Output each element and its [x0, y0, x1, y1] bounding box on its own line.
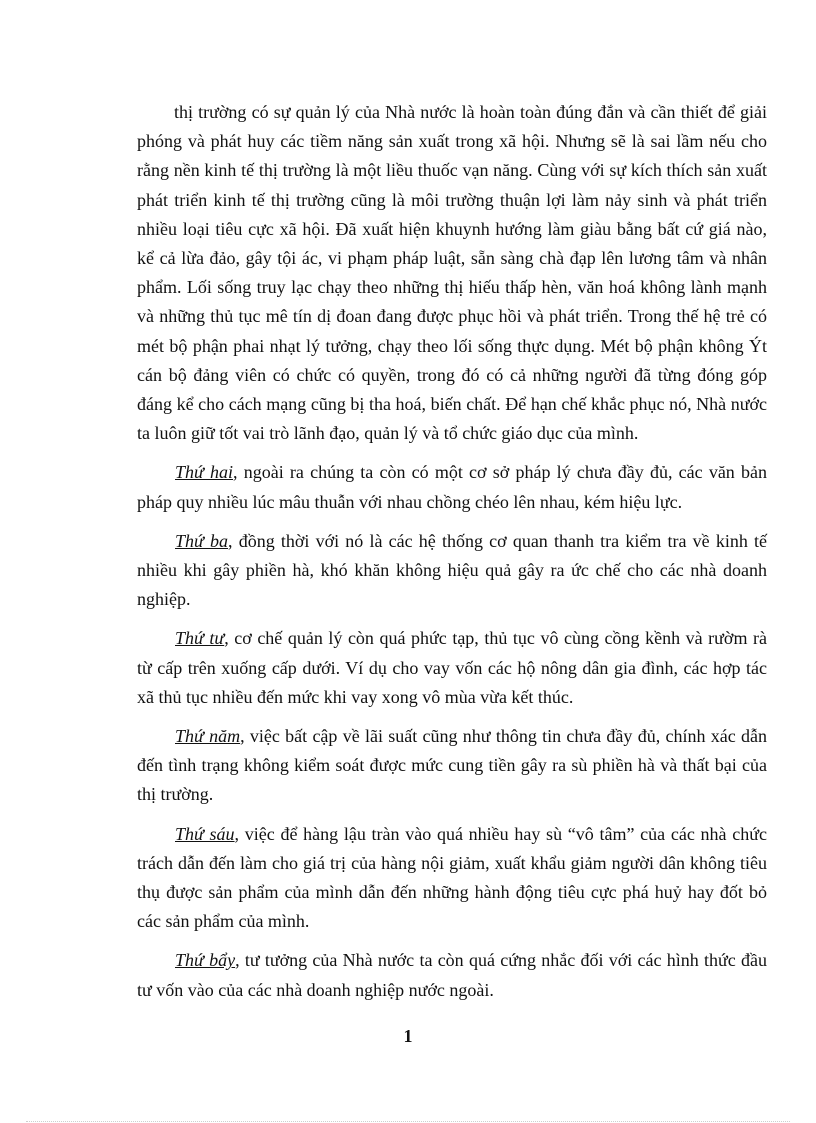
paragraph-lead: Thứ bẩy [175, 950, 236, 971]
paragraph-text: , đồng thời với nó là các hệ thống cơ quan thanh tra kiểm tra về kinh tế nhiều khi gây phiền hà, khó khăn không hiệu quả gây ra ức chế cho các nhà doanh nghiệp. [137, 530, 768, 610]
paragraph-text: , ngoài ra chúng ta còn có một cơ sở pháp lý chưa đầy đủ, các văn bản pháp quy nhiều lúc mâu thuẫn với nhau chồng chéo lên nhau, kém hiệu lực. [137, 462, 767, 512]
page-bottom-divider [26, 1121, 790, 1122]
document-body [137, 98, 767, 1005]
paragraph-lead: Thứ ba [175, 530, 229, 551]
page-number: 1 [403, 1026, 413, 1046]
paragraph-lead: Thứ sáu [175, 823, 235, 844]
paragraph-lead: Thứ tư [175, 628, 225, 649]
paragraph-text: , việc bất cập về lãi suất cũng như thông tin chưa đầy đủ, chính xác dẫn đến tình trạng không kiểm soát được mức cung tiền gây ra sù phiền hà và thất bại của thị trường. [137, 726, 768, 805]
paragraph-text: , việc để hàng lậu tràn vào quá nhiều hay sù “vô tâm” của các nhà chức trách dẫn đến làm cho giá trị của hàng nội giảm, xuất khẩu giảm người dân không tiêu thụ được sản phẩm của mình dẫn đến những hành động tiêu cực phá huỷ hay đốt bỏ các sản phẩm của mình. [137, 823, 767, 932]
paragraph-third [137, 527, 767, 615]
paragraph-fifth [137, 722, 767, 810]
paragraph-text: , tư tưởng của Nhà nước ta còn quá cứng nhắc đối với các hình thức đầu tư vốn vào của các nhà doanh nghiệp nước ngoài. [137, 950, 767, 1000]
paragraph-text: thị trường có sự quản lý của Nhà nước là hoàn toàn đúng đắn và cần thiết để giải phóng và phát huy các tiềm năng sản xuất trong xã hội. Nhưng sẽ là sai lầm nếu cho rằng nền kinh tế thị trường là một liều thuốc vạn năng. Cùng với sự kích thích sản xuất phát triển kinh tế thị trường cũng là môi trường thuận lợi làm nảy sinh và phát triển nhiều loại tiêu cực xã hội. Đã xuất hiện khuynh hướng làm giàu bằng bất cứ giá nào, kể cả lừa đảo, gây tội ác, vi phạm pháp luật, sẵn sàng chà đạp lên lương tâm và nhân phẩm. Lối sống truy lạc chạy theo những thị hiếu thấp hèn, văn hoá không lành mạnh và những thủ tục mê tín dị đoan đang được phục hồi và phát triển. Trong thế hệ trẻ có mét bộ phận phai nhạt lý tưởng, chạy theo lối sống thực dụng. Mét bộ phận không Ýt cán bộ đảng viên có chức có quyền, trong đó có cả những người đã từng đóng góp đáng kể cho cách mạng cũng bị tha hoá, biến chất. Để hạn chế khắc phục nó, Nhà nước ta luôn giữ tốt vai trò lãnh đạo, quản lý và tổ chức giáo dục của mình. [137, 102, 767, 444]
paragraph-intro [137, 98, 767, 448]
paragraph-lead: Thứ năm [175, 726, 241, 747]
paragraph-fourth [137, 624, 767, 712]
paragraph-second [137, 458, 767, 516]
paragraph-seventh [137, 946, 767, 1004]
paragraph-sixth [137, 820, 767, 937]
paragraph-lead: Thứ hai [175, 462, 234, 483]
paragraph-text: , cơ chế quản lý còn quá phức tạp, thủ tục vô cùng cồng kềnh và rườm rà từ cấp trên xuống cấp dưới. Ví dụ cho vay vốn các hộ nông dân gia đình, các hợp tác xã thủ tục nhiều đến mức khi vay xong vô mùa vừa kết thúc. [137, 628, 767, 707]
